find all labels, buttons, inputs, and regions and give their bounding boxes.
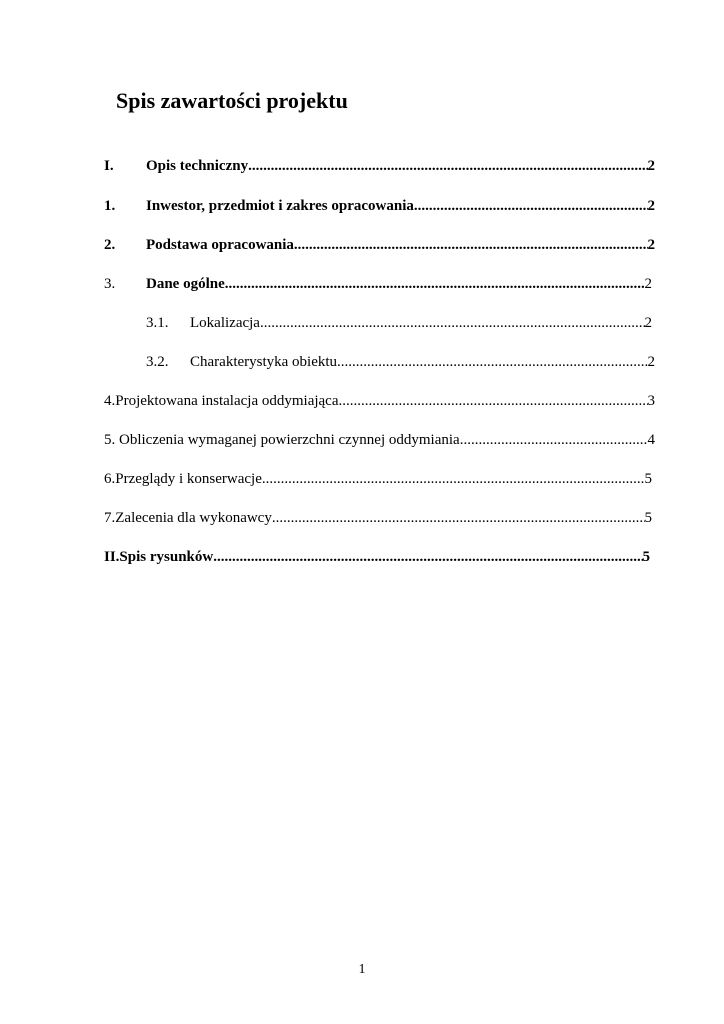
toc-entry-page: 2 — [647, 198, 655, 214]
toc-entry[interactable] — [104, 547, 650, 567]
toc-entry-label: II.Spis rysunków — [104, 549, 214, 565]
toc-entry-label: Opis techniczny — [146, 158, 249, 174]
toc-entry-page: 5 — [642, 549, 650, 565]
toc-entry-number: 1. — [104, 198, 116, 214]
toc-dot-leader — [414, 196, 648, 216]
toc-entry-label: Inwestor, przedmiot i zakres opracowania — [146, 198, 414, 214]
toc-entry[interactable] — [104, 391, 655, 411]
toc-entry-page: 2 — [647, 158, 655, 174]
toc-entry-label: Lokalizacja — [190, 315, 260, 331]
toc-entry-label: Dane ogólne — [146, 276, 225, 292]
toc-entry-page: 3 — [647, 393, 655, 409]
toc-entry-page: 2 — [647, 237, 655, 253]
toc-entry[interactable] — [146, 352, 655, 372]
toc-entry-label: 4.Projektowana instalacja oddymiająca — [104, 393, 339, 409]
toc-entry-number: I. — [104, 158, 114, 174]
toc-entry-label: 5. Obliczenia wymaganej powierzchni czynnej oddymiania — [104, 432, 460, 448]
toc-entry-label: 6.Przeglądy i konserwacje — [104, 471, 262, 487]
toc-dot-leader — [339, 391, 648, 411]
toc-entry-page: 2 — [644, 276, 652, 292]
toc-entry-number: 3.2. — [146, 354, 169, 370]
toc-dot-leader — [213, 547, 642, 567]
toc-entry[interactable] — [104, 235, 655, 255]
toc-entry[interactable] — [146, 313, 652, 333]
toc-entry-number: 3.1. — [146, 315, 169, 331]
toc-entry[interactable] — [104, 274, 652, 294]
toc-entry-number: 3. — [104, 276, 116, 292]
toc-entry[interactable] — [104, 469, 652, 489]
toc-dot-leader — [337, 352, 647, 372]
toc-entry[interactable] — [104, 196, 655, 216]
toc-dot-leader — [225, 274, 645, 294]
toc-entry-page: 2 — [647, 354, 655, 370]
toc-dot-leader — [272, 508, 645, 528]
page-title: Spis zawartości projektu — [116, 88, 348, 113]
toc-dot-leader — [248, 156, 647, 176]
toc-dot-leader — [262, 469, 645, 489]
toc-entry[interactable] — [104, 156, 655, 176]
toc-entry[interactable] — [104, 508, 652, 528]
toc-entry-page: 5 — [644, 471, 652, 487]
toc-entry-page: 4 — [647, 432, 655, 448]
toc-entry[interactable] — [104, 430, 655, 450]
toc-dot-leader — [260, 313, 645, 333]
toc-entry-page: 2 — [644, 315, 652, 331]
toc-entry-label: Charakterystyka obiektu — [190, 354, 338, 370]
toc-entry-page: 5 — [644, 510, 652, 526]
page-number: 1 — [358, 962, 366, 977]
toc-entry-number: 2. — [104, 237, 116, 253]
toc-entry-label: Podstawa opracowania — [146, 237, 294, 253]
toc-dot-leader — [460, 430, 648, 450]
toc-dot-leader — [294, 235, 648, 255]
toc-entry-label: 7.Zalecenia dla wykonawcy — [104, 510, 272, 526]
